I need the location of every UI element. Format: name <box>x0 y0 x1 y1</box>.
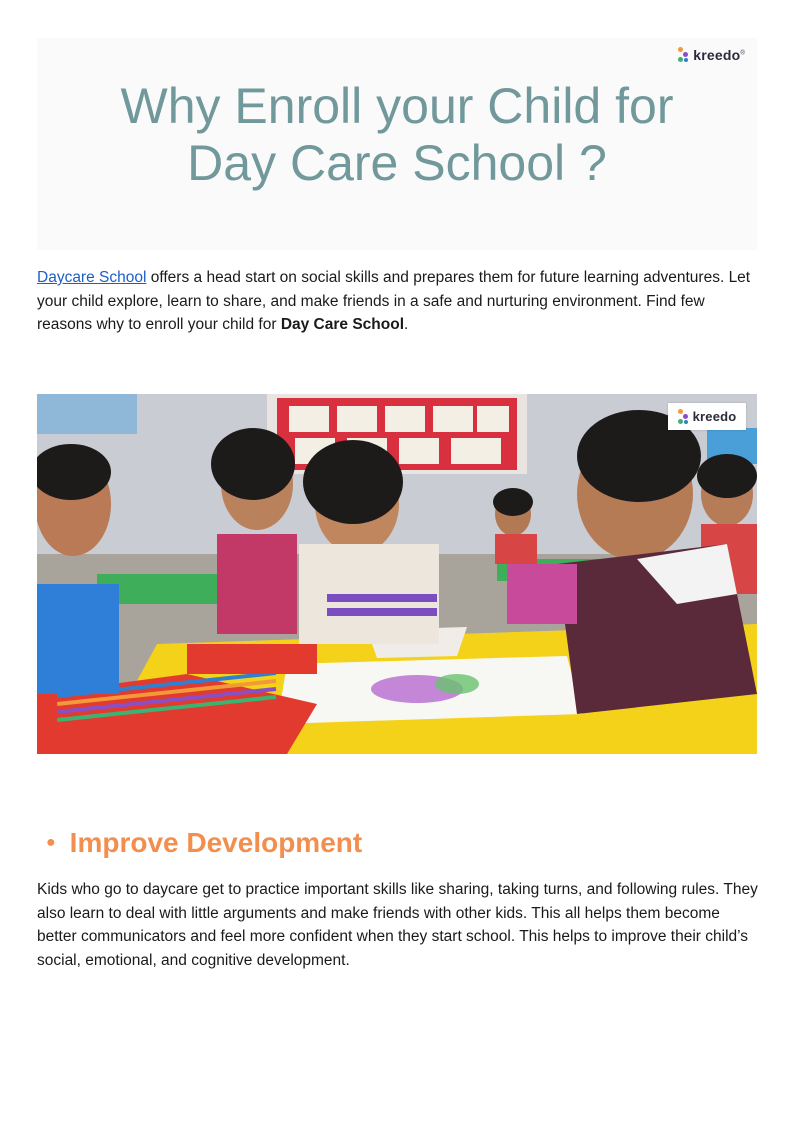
daycare-school-link[interactable]: Daycare School <box>37 269 147 286</box>
page-title <box>37 78 757 192</box>
classroom-illustration <box>37 394 757 754</box>
section-heading <box>46 827 362 859</box>
section-heading-text: Improve Development <box>69 827 363 858</box>
title-line-1: Why Enroll your Child for <box>120 78 674 134</box>
photo-logo-text: kreedo <box>692 409 737 424</box>
section-body: Kids who go to daycare get to practice important skills like sharing, taking turns, and following rules. They also learn to deal with little arguments and make friends with other kids. This all helps them become better communicators and feel more confident when they start school. This helps to improve their child’s social, emotional, and cognitive development. <box>37 881 758 969</box>
intro-text: offers a head start on social skills and prepares them for future learning adventures. Let your child explore, learn to share, and make friends in a safe and nurturing environment. Find few reasons why to enroll your child for <box>37 269 751 333</box>
intro-paragraph: Daycare School offers a head start on social skills and prepares them for future learning adventures. Let your child explore, learn to share, and make friends in a safe and nurturing environment. Find few reasons why to enroll your child for Day Care School. <box>37 269 751 333</box>
title-line-2: Day Care School ? <box>187 135 607 191</box>
photo-kreedo-logo <box>668 403 746 430</box>
photo-kreedo-logo-icon <box>678 409 690 425</box>
header-banner <box>37 38 757 250</box>
intro-bold-text: Day Care School <box>280 316 404 333</box>
kreedo-logo[interactable] <box>678 47 745 63</box>
kreedo-logo-icon <box>678 47 690 63</box>
classroom-photo <box>37 394 757 754</box>
bullet-icon: ● <box>46 834 56 851</box>
logo-text: kreedo® <box>693 47 745 63</box>
